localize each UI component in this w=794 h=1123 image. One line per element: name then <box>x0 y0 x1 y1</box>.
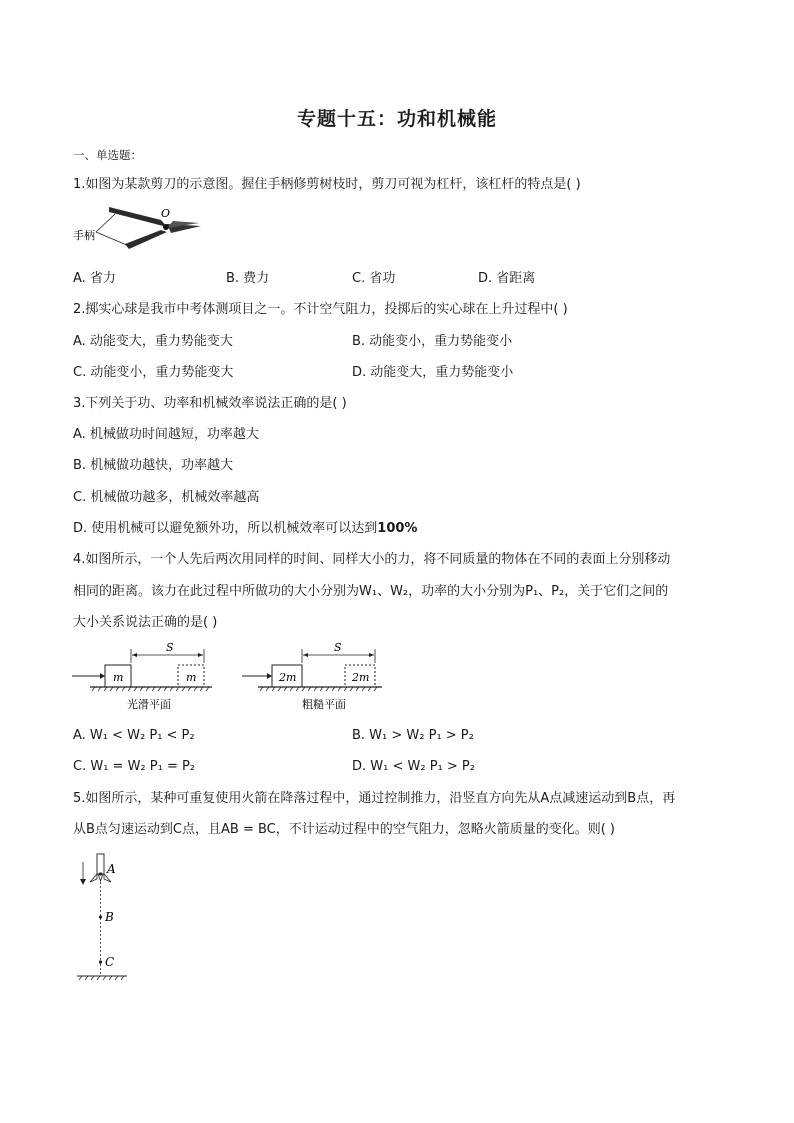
smooth-caption: 光滑平面 <box>127 698 171 711</box>
point-a-label: A <box>107 862 116 876</box>
q2-option-b[interactable]: B. 动能变小，重力势能变小 <box>352 334 513 349</box>
pivot-label: O <box>161 207 171 220</box>
q2-stem: 2.掷实心球是我市中考体测项目之一。不计空气阻力，投掷后的实心球在上升过程中( ) <box>73 302 568 317</box>
q3-stem: 3.下列关于功、功率和机械效率说法正确的是( ) <box>73 396 347 411</box>
point-c-label: C <box>105 955 115 969</box>
q3-option-a[interactable]: A. 机械做功时间越短，功率越大 <box>73 427 259 442</box>
q1-option-d[interactable]: D. 省距离 <box>478 271 536 286</box>
q3-option-d[interactable] <box>73 520 417 538</box>
scissors-drawing <box>96 207 201 249</box>
q3-option-c[interactable]: C. 机械做功越多，机械效率越高 <box>73 490 260 505</box>
rough-surface-drawing <box>242 649 382 691</box>
rocket-drawing <box>77 854 127 980</box>
smooth-distance-label: S <box>166 641 174 654</box>
q2-option-d[interactable]: D. 动能变大，重力势能变小 <box>352 365 514 380</box>
q1-option-b[interactable]: B. 费力 <box>226 271 270 286</box>
rough-block-mass: 2m <box>279 671 297 684</box>
rough-target-mass: 2m <box>352 671 370 684</box>
rough-caption: 粗糙平面 <box>302 698 346 711</box>
q4-option-c[interactable]: C. W₁ = W₂ P₁ = P₂ <box>73 759 196 774</box>
q3-option-b[interactable]: B. 机械做功越快，功率越大 <box>73 458 234 473</box>
q4-option-d[interactable]: D. W₁ < W₂ P₁ > P₂ <box>352 759 475 774</box>
rough-surface-figure <box>240 640 390 715</box>
q4-stem-line2: 相同的距离。该力在此过程中所做功的大小分别为W₁、W₂，功率的大小分别为P₁、P₂，关于它们之间的 <box>73 584 669 599</box>
q5-stem-line1: 5.如图所示，某种可重复使用火箭在降落过程中，通过控制推力，沿竖直方向先从A点减速运动到B点，再 <box>73 791 676 806</box>
q4-option-a[interactable]: A. W₁ < W₂ P₁ < P₂ <box>73 728 195 743</box>
q4-option-b[interactable]: B. W₁ > W₂ P₁ > P₂ <box>352 728 474 743</box>
smooth-surface-drawing <box>72 649 212 691</box>
q1-option-c[interactable]: C. 省功 <box>352 271 396 286</box>
q3-option-d-value: 100% <box>377 521 418 536</box>
page-title: 专题十五：功和机械能 <box>296 108 497 130</box>
smooth-surface-figure <box>70 640 220 715</box>
q4-stem-line1: 4.如图所示，一个人先后两次用同样的时间、同样大小的力，将不同质量的物体在不同的表面上分别移动 <box>73 552 671 567</box>
q5-stem-line2: 从B点匀速运动到C点，且AB = BC，不计运动过程中的空气阻力，忽略火箭质量的变化。则( ) <box>73 822 616 837</box>
q1-stem: 1.如图为某款剪刀的示意图。握住手柄修剪树枝时，剪刀可视为杠杆，该杠杆的特点是( ) <box>73 177 581 192</box>
handle-label: 手柄 <box>73 229 95 242</box>
smooth-target-mass: m <box>186 671 197 684</box>
rocket-figure <box>75 848 135 986</box>
q2-option-c[interactable]: C. 动能变小，重力势能变大 <box>73 365 234 380</box>
scissors-figure <box>73 202 208 257</box>
q4-stem-line3: 大小关系说法正确的是( ) <box>73 615 218 630</box>
q1-option-a[interactable]: A. 省力 <box>73 271 116 286</box>
point-b-label: B <box>105 910 114 924</box>
section-heading: 一、单选题： <box>73 148 142 162</box>
rough-distance-label: S <box>334 641 342 654</box>
smooth-block-mass: m <box>113 671 124 684</box>
q2-option-a[interactable]: A. 动能变大，重力势能变大 <box>73 334 233 349</box>
q3-option-d-text: D. 使用机械可以避免额外功，所以机械效率可以达到 <box>73 521 378 536</box>
